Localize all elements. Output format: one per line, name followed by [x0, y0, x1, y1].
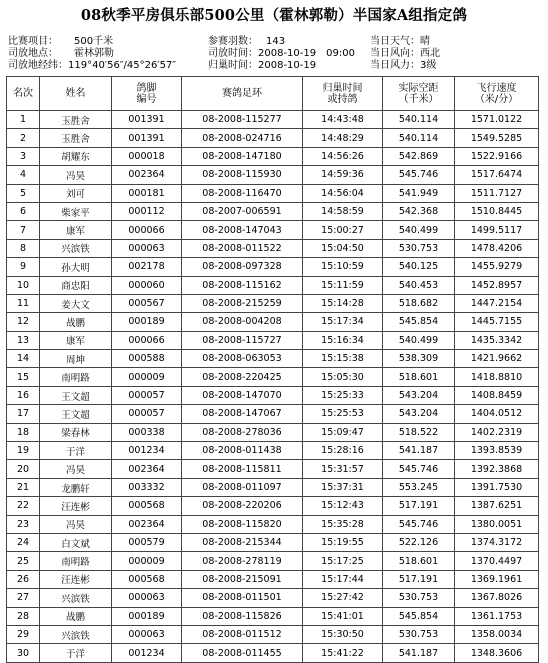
- table-row: [7, 239, 539, 257]
- speed-cell: 1435.3342: [455, 331, 539, 349]
- speed-cell: 1408.8459: [455, 386, 539, 404]
- name-cell: 汪连彬: [40, 497, 112, 515]
- distance-cell: 542.869: [383, 147, 455, 165]
- distance-cell: 530.753: [383, 589, 455, 607]
- table-header-row: [7, 77, 539, 111]
- ring-cell: 08-2008-011501: [182, 589, 303, 607]
- speed-cell: 1421.9662: [455, 350, 539, 368]
- name-cell: 商忠阳: [40, 276, 112, 294]
- ring-cell: 08-2008-011512: [182, 625, 303, 643]
- return-time-cell: 15:41:01: [303, 607, 383, 625]
- return-time-cell: 15:12:43: [303, 497, 383, 515]
- distance-cell: 540.125: [383, 258, 455, 276]
- table-row: [7, 129, 539, 147]
- return-time-cell: 14:56:04: [303, 184, 383, 202]
- ring-cell: 08-2008-278036: [182, 423, 303, 441]
- speed-cell: 1571.0122: [455, 111, 539, 129]
- ring-cell: 08-2008-116470: [182, 184, 303, 202]
- name-cell: 兴滨铁: [40, 239, 112, 257]
- return-time-cell: 15:16:34: [303, 331, 383, 349]
- table-row: [7, 644, 539, 662]
- distance-cell: 545.854: [383, 607, 455, 625]
- return-time-cell: 15:17:34: [303, 313, 383, 331]
- header-speed: 飞行速度 （米/分）: [455, 77, 539, 111]
- pigeon-id-cell: 003332: [112, 478, 182, 496]
- ring-cell: 08-2008-115930: [182, 166, 303, 184]
- rank-cell: 27: [7, 589, 40, 607]
- pigeon-id-cell: 000338: [112, 423, 182, 441]
- return-time-cell: 15:17:25: [303, 552, 383, 570]
- release-coords-value: 119°40′56″/45°26′57″: [68, 60, 177, 71]
- table-row: [7, 625, 539, 643]
- return-time-cell: 15:00:27: [303, 221, 383, 239]
- speed-cell: 1402.2319: [455, 423, 539, 441]
- speed-cell: 1370.4497: [455, 552, 539, 570]
- return-time-cell: 14:56:26: [303, 147, 383, 165]
- release-place-info: [8, 48, 114, 60]
- name-cell: 周坤: [40, 350, 112, 368]
- ring-cell: 08-2008-115277: [182, 111, 303, 129]
- rank-cell: 20: [7, 460, 40, 478]
- rank-cell: 1: [7, 111, 40, 129]
- rank-cell: 7: [7, 221, 40, 239]
- name-cell: 兴滨铁: [40, 589, 112, 607]
- table-row: [7, 111, 539, 129]
- pigeon-id-cell: 000063: [112, 589, 182, 607]
- distance-cell: 518.601: [383, 368, 455, 386]
- pigeon-id-cell: 002364: [112, 166, 182, 184]
- pigeon-id-cell: 002178: [112, 258, 182, 276]
- distance-cell: 545.746: [383, 515, 455, 533]
- distance-cell: 540.499: [383, 331, 455, 349]
- release-place-label: 司放地点：: [8, 48, 58, 59]
- return-time-cell: 15:25:33: [303, 386, 383, 404]
- speed-cell: 1348.3606: [455, 644, 539, 662]
- rank-cell: 4: [7, 166, 40, 184]
- wind-force-value: 3级: [420, 60, 437, 71]
- ring-cell: 08-2008-115826: [182, 607, 303, 625]
- name-cell: 康军: [40, 221, 112, 239]
- table-row: [7, 570, 539, 588]
- ring-cell: 08-2008-024716: [182, 129, 303, 147]
- release-time-info: [208, 48, 355, 60]
- distance-cell: 543.204: [383, 386, 455, 404]
- table-row: [7, 331, 539, 349]
- name-cell: 兴滨铁: [40, 625, 112, 643]
- table-row: [7, 258, 539, 276]
- ring-cell: 08-2008-147043: [182, 221, 303, 239]
- rank-cell: 11: [7, 294, 40, 312]
- pigeon-id-cell: 002364: [112, 515, 182, 533]
- distance-cell: 553.245: [383, 478, 455, 496]
- rank-cell: 2: [7, 129, 40, 147]
- pigeon-id-cell: 000588: [112, 350, 182, 368]
- pigeon-id-cell: 000063: [112, 239, 182, 257]
- name-cell: 汪连彬: [40, 570, 112, 588]
- rank-cell: 10: [7, 276, 40, 294]
- distance-cell: 541.187: [383, 442, 455, 460]
- ring-cell: 08-2008-147070: [182, 386, 303, 404]
- speed-cell: 1392.3868: [455, 460, 539, 478]
- table-row: [7, 147, 539, 165]
- rank-cell: 18: [7, 423, 40, 441]
- ring-cell: 08-2008-011438: [182, 442, 303, 460]
- ring-cell: 08-2008-215344: [182, 533, 303, 551]
- ring-cell: 08-2008-220206: [182, 497, 303, 515]
- speed-cell: 1387.6251: [455, 497, 539, 515]
- header-pigeon-id: 鸽脚 编号: [112, 77, 182, 111]
- header-ring: 赛鸽足环: [182, 77, 303, 111]
- table-row: [7, 276, 539, 294]
- table-row: [7, 607, 539, 625]
- ring-cell: 08-2008-063053: [182, 350, 303, 368]
- name-cell: 于洋: [40, 442, 112, 460]
- name-cell: 战鹏: [40, 607, 112, 625]
- ring-cell: 08-2008-147180: [182, 147, 303, 165]
- speed-cell: 1380.0051: [455, 515, 539, 533]
- ring-cell: 08-2008-011522: [182, 239, 303, 257]
- rank-cell: 28: [7, 607, 40, 625]
- race-item-value: 500千米: [74, 36, 114, 47]
- speed-cell: 1517.6474: [455, 166, 539, 184]
- return-time-info: [208, 60, 316, 72]
- pigeon-id-cell: 000189: [112, 607, 182, 625]
- ring-cell: 08-2008-011455: [182, 644, 303, 662]
- table-row: [7, 221, 539, 239]
- wind-dir-label: 当日风向：: [370, 48, 420, 59]
- distance-cell: 518.682: [383, 294, 455, 312]
- ring-cell: 08-2008-220425: [182, 368, 303, 386]
- pigeon-id-cell: 000189: [112, 313, 182, 331]
- pigeon-id-cell: 002364: [112, 460, 182, 478]
- ring-cell: 08-2008-097328: [182, 258, 303, 276]
- return-time-cell: 15:28:16: [303, 442, 383, 460]
- name-cell: 战鹏: [40, 313, 112, 331]
- rank-cell: 3: [7, 147, 40, 165]
- rank-cell: 15: [7, 368, 40, 386]
- distance-cell: 518.601: [383, 552, 455, 570]
- name-cell: 冯昊: [40, 515, 112, 533]
- speed-cell: 1445.7155: [455, 313, 539, 331]
- return-time-cell: 15:04:50: [303, 239, 383, 257]
- name-cell: 王文超: [40, 405, 112, 423]
- distance-cell: 540.453: [383, 276, 455, 294]
- table-row: [7, 184, 539, 202]
- pigeon-id-cell: 000579: [112, 533, 182, 551]
- pigeon-id-cell: 000066: [112, 221, 182, 239]
- ring-cell: 08-2008-278119: [182, 552, 303, 570]
- table-row: [7, 294, 539, 312]
- name-cell: 梁春林: [40, 423, 112, 441]
- name-cell: 白文斌: [40, 533, 112, 551]
- rank-cell: 26: [7, 570, 40, 588]
- rank-cell: 21: [7, 478, 40, 496]
- return-time-cell: 15:15:38: [303, 350, 383, 368]
- table-row: [7, 442, 539, 460]
- speed-cell: 1511.7127: [455, 184, 539, 202]
- distance-cell: 545.746: [383, 460, 455, 478]
- speed-cell: 1393.8539: [455, 442, 539, 460]
- pigeon-id-cell: 000057: [112, 405, 182, 423]
- header-return-time: 归巢时间 或持鸽: [303, 77, 383, 111]
- weather-info: [370, 36, 430, 48]
- ring-cell: 08-2008-215091: [182, 570, 303, 588]
- speed-cell: 1418.8810: [455, 368, 539, 386]
- release-place-value: 霍林郭勒: [74, 48, 114, 59]
- rank-cell: 5: [7, 184, 40, 202]
- rank-cell: 29: [7, 625, 40, 643]
- speed-cell: 1499.5117: [455, 221, 539, 239]
- release-coords-label: 司放地经纬：: [8, 60, 68, 71]
- rank-cell: 23: [7, 515, 40, 533]
- rank-cell: 9: [7, 258, 40, 276]
- table-row: [7, 515, 539, 533]
- pigeon-id-cell: 000009: [112, 368, 182, 386]
- return-time-cell: 15:19:55: [303, 533, 383, 551]
- ring-cell: 08-2007-006591: [182, 202, 303, 220]
- pigeon-id-cell: 000057: [112, 386, 182, 404]
- table-row: [7, 478, 539, 496]
- return-time-cell: 15:10:59: [303, 258, 383, 276]
- speed-cell: 1447.2154: [455, 294, 539, 312]
- speed-cell: 1369.1961: [455, 570, 539, 588]
- speed-cell: 1358.0034: [455, 625, 539, 643]
- pigeon-id-cell: 000568: [112, 497, 182, 515]
- entries-value: 143: [266, 36, 286, 47]
- name-cell: 于洋: [40, 644, 112, 662]
- return-time-cell: 15:35:28: [303, 515, 383, 533]
- return-time-cell: 15:37:31: [303, 478, 383, 496]
- race-item-label: 比赛项目：: [8, 36, 58, 47]
- distance-cell: 543.204: [383, 405, 455, 423]
- return-time-cell: 14:48:29: [303, 129, 383, 147]
- results-table: [6, 76, 539, 663]
- name-cell: 刘可: [40, 184, 112, 202]
- distance-cell: 530.753: [383, 625, 455, 643]
- table-row: [7, 589, 539, 607]
- speed-cell: 1404.0512: [455, 405, 539, 423]
- table-row: [7, 405, 539, 423]
- speed-cell: 1522.9166: [455, 147, 539, 165]
- return-time-cell: 15:27:42: [303, 589, 383, 607]
- pigeon-id-cell: 000568: [112, 570, 182, 588]
- return-time-cell: 14:58:59: [303, 202, 383, 220]
- table-row: [7, 313, 539, 331]
- return-time-value: 2008-10-19: [258, 60, 317, 71]
- return-time-cell: 14:43:48: [303, 111, 383, 129]
- distance-cell: 518.522: [383, 423, 455, 441]
- pigeon-id-cell: 001391: [112, 129, 182, 147]
- rank-cell: 14: [7, 350, 40, 368]
- ring-cell: 08-2008-115820: [182, 515, 303, 533]
- return-time-cell: 15:31:57: [303, 460, 383, 478]
- name-cell: 南明路: [40, 552, 112, 570]
- ring-cell: 08-2008-011097: [182, 478, 303, 496]
- header-name: 姓名: [40, 77, 112, 111]
- name-cell: 冯昊: [40, 166, 112, 184]
- header-rank: 名次: [7, 77, 40, 111]
- release-coords-info: [8, 60, 176, 72]
- name-cell: 龙鹏轩: [40, 478, 112, 496]
- distance-cell: 540.114: [383, 129, 455, 147]
- race-item-info: [8, 36, 113, 48]
- pigeon-id-cell: 000018: [112, 147, 182, 165]
- entries-label: 参赛羽数：: [208, 36, 258, 47]
- rank-cell: 6: [7, 202, 40, 220]
- return-time-label: 归巢时间：: [208, 60, 258, 71]
- wind-dir-value: 西北: [420, 48, 440, 59]
- rank-cell: 25: [7, 552, 40, 570]
- name-cell: 玉胜舍: [40, 111, 112, 129]
- return-time-cell: 15:09:47: [303, 423, 383, 441]
- name-cell: 康军: [40, 331, 112, 349]
- page-title: 08秋季平房俱乐部500公里（霍林郭勒）半国家A组指定鸽: [80, 7, 468, 24]
- name-cell: 胡耀东: [40, 147, 112, 165]
- distance-cell: 541.187: [383, 644, 455, 662]
- rank-cell: 24: [7, 533, 40, 551]
- return-time-cell: 15:14:28: [303, 294, 383, 312]
- name-cell: 姜大文: [40, 294, 112, 312]
- ring-cell: 08-2008-004208: [182, 313, 303, 331]
- name-cell: 南明路: [40, 368, 112, 386]
- pigeon-id-cell: 000060: [112, 276, 182, 294]
- table-row: [7, 368, 539, 386]
- table-row: [7, 202, 539, 220]
- pigeon-id-cell: 000567: [112, 294, 182, 312]
- distance-cell: 540.114: [383, 111, 455, 129]
- name-cell: 王文超: [40, 386, 112, 404]
- pigeon-id-cell: 000009: [112, 552, 182, 570]
- table-row: [7, 460, 539, 478]
- name-cell: 玉胜舍: [40, 129, 112, 147]
- rank-cell: 12: [7, 313, 40, 331]
- rank-cell: 19: [7, 442, 40, 460]
- weather-label: 当日天气：: [370, 36, 420, 47]
- pigeon-id-cell: 000112: [112, 202, 182, 220]
- pigeon-id-cell: 001234: [112, 644, 182, 662]
- return-time-cell: 15:30:50: [303, 625, 383, 643]
- name-cell: 冯昊: [40, 460, 112, 478]
- distance-cell: 517.191: [383, 497, 455, 515]
- rank-cell: 30: [7, 644, 40, 662]
- speed-cell: 1374.3172: [455, 533, 539, 551]
- pigeon-id-cell: 000066: [112, 331, 182, 349]
- name-cell: 柴家平: [40, 202, 112, 220]
- speed-cell: 1549.5285: [455, 129, 539, 147]
- pigeon-id-cell: 001391: [112, 111, 182, 129]
- entries-info: [208, 36, 285, 48]
- ring-cell: 08-2008-115727: [182, 331, 303, 349]
- table-row: [7, 423, 539, 441]
- distance-cell: 538.309: [383, 350, 455, 368]
- speed-cell: 1455.9279: [455, 258, 539, 276]
- distance-cell: 545.854: [383, 313, 455, 331]
- name-cell: 孙大明: [40, 258, 112, 276]
- speed-cell: 1367.8026: [455, 589, 539, 607]
- weather-value: 晴: [420, 36, 430, 47]
- release-time-value: 2008-10-19 09:00: [258, 48, 355, 59]
- pigeon-id-cell: 000181: [112, 184, 182, 202]
- return-time-cell: 15:17:44: [303, 570, 383, 588]
- table-row: [7, 497, 539, 515]
- return-time-cell: 15:11:59: [303, 276, 383, 294]
- return-time-cell: 15:25:53: [303, 405, 383, 423]
- rank-cell: 13: [7, 331, 40, 349]
- table-row: [7, 552, 539, 570]
- speed-cell: 1452.8957: [455, 276, 539, 294]
- ring-cell: 08-2008-115811: [182, 460, 303, 478]
- speed-cell: 1361.1753: [455, 607, 539, 625]
- table-row: [7, 386, 539, 404]
- table-row: [7, 166, 539, 184]
- distance-cell: 517.191: [383, 570, 455, 588]
- ring-cell: 08-2008-215259: [182, 294, 303, 312]
- wind-force-info: [370, 60, 436, 72]
- speed-cell: 1510.8445: [455, 202, 539, 220]
- table-row: [7, 350, 539, 368]
- ring-cell: 08-2008-115162: [182, 276, 303, 294]
- distance-cell: 530.753: [383, 239, 455, 257]
- release-time-label: 司放时间：: [208, 48, 258, 59]
- distance-cell: 542.368: [383, 202, 455, 220]
- rank-cell: 16: [7, 386, 40, 404]
- ring-cell: 08-2008-147067: [182, 405, 303, 423]
- distance-cell: 540.499: [383, 221, 455, 239]
- table-row: [7, 533, 539, 551]
- rank-cell: 22: [7, 497, 40, 515]
- return-time-cell: 14:59:36: [303, 166, 383, 184]
- pigeon-id-cell: 000063: [112, 625, 182, 643]
- rank-cell: 17: [7, 405, 40, 423]
- wind-dir-info: [370, 48, 440, 60]
- return-time-cell: 15:41:22: [303, 644, 383, 662]
- rank-cell: 8: [7, 239, 40, 257]
- distance-cell: 541.949: [383, 184, 455, 202]
- distance-cell: 522.126: [383, 533, 455, 551]
- wind-force-label: 当日风力：: [370, 60, 420, 71]
- pigeon-id-cell: 001234: [112, 442, 182, 460]
- speed-cell: 1478.4206: [455, 239, 539, 257]
- return-time-cell: 15:05:30: [303, 368, 383, 386]
- header-distance: 实际空距 （千米）: [383, 77, 455, 111]
- distance-cell: 545.746: [383, 166, 455, 184]
- speed-cell: 1391.7530: [455, 478, 539, 496]
